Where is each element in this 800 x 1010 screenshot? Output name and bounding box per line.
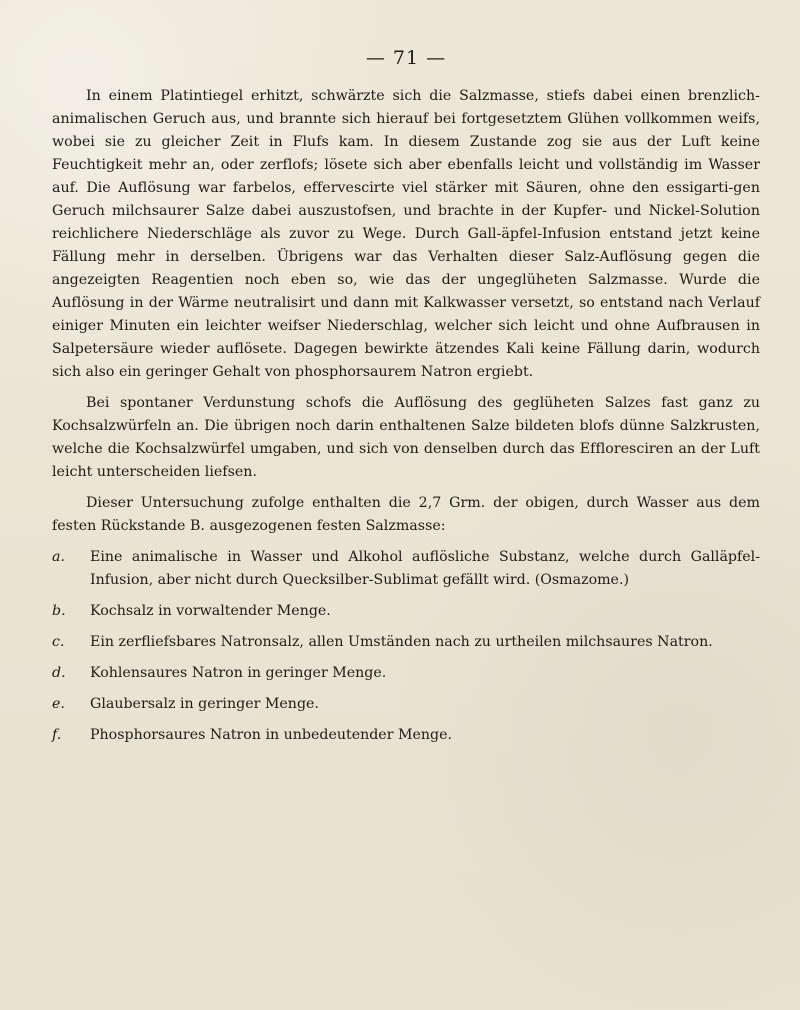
list-text-b: Kochsalz in vorwaltender Menge. (90, 603, 331, 619)
list-text-e: Glaubersalz in geringer Menge. (90, 696, 319, 712)
list-marker-a: a. (52, 549, 65, 565)
list-marker-b: b. (52, 603, 66, 619)
paragraph-3: Dieser Untersuchung zufolge enthalten die 2,7 Grm. der obigen, durch Wasser aus dem festen Rückstande B. ausgezogenen festen Salzmasse: (52, 495, 760, 534)
list-marker-f: f. (52, 727, 62, 743)
list-text-a: Eine animalische in Wasser und Alkohol auflösliche Substanz, welche durch Galläpfel-Infusion, aber nicht durch Quecksilber-Sublimat gefällt wird. (Osmazome.) (90, 549, 760, 588)
list-marker-c: c. (52, 634, 65, 650)
list-marker-d: d. (52, 665, 66, 681)
list-item-c (52, 631, 760, 654)
list-item-d (52, 662, 760, 685)
page-number: — 71 — (365, 47, 447, 69)
paragraph-2: Bei spontaner Verdunstung schofs die Auflösung des geglüheten Salzes fast ganz zu Kochsalzwürfeln an. Die übrigen noch darin enthaltenen Salze bildeten blofs dünne Salzkrusten, welche die Kochsalzwürfel umgaben, und sich von denselben durch das Effloresciren an der Luft leicht unterscheiden liefsen. (52, 395, 760, 480)
substance-list (52, 546, 760, 747)
paragraph-1: In einem Platintiegel erhitzt, schwärzte sich die Salzmasse, stiefs dabei einen brenzlich-animalischen Geruch aus, und brannte sich hierauf bei fortgesetztem Glühen vollkommen weifs, wobei sie zu gleicher Zeit in Flufs kam. In diesem Zustande zog sie aus der Luft keine Feuchtigkeit mehr an, oder zerflofs; lösete sich aber ebenfalls leicht und vollständig im Wasser auf. Die Auflösung war farbelos, effervescirte viel stärker mit Säuren, ohne den essigarti-gen Geruch milchsaurer Salze dabei auszustofsen, und brachte in der Kupfer- und Nickel-Solution reichlichere Niederschläge als zuvor zu Wege. Durch Gall-äpfel-Infusion entstand jetzt keine Fällung mehr in derselben. Übrigens war das Verhalten dieser Salz-Auflösung gegen die angezeigten Reagentien noch eben so, wie das der ungeglüheten Salzmasse. Wurde die Auflösung in der Wärme neutralisirt und dann mit Kalkwasser versetzt, so entstand nach Verlauf einiger Minuten ein leichter weifser Niederschlag, welcher sich leicht und ohne Aufbrausen in Salpetersäure wieder auflösete. Dagegen bewirkte ätzendes Kali keine Fällung darin, wodurch sich also ein geringer Gehalt von phosphorsaurem Natron ergiebt. (52, 88, 760, 380)
list-text-c: Ein zerfliefsbares Natronsalz, allen Umständen nach zu urtheilen milchsaures Natron. (90, 634, 713, 650)
list-marker-e: e. (52, 696, 65, 712)
list-item-a (52, 546, 760, 592)
list-item-e (52, 693, 760, 716)
list-text-f: Phosphorsaures Natron in unbedeutender Menge. (90, 727, 453, 743)
list-item-b (52, 600, 760, 623)
list-text-d: Kohlensaures Natron in geringer Menge. (90, 665, 387, 681)
list-item-f (52, 724, 760, 747)
